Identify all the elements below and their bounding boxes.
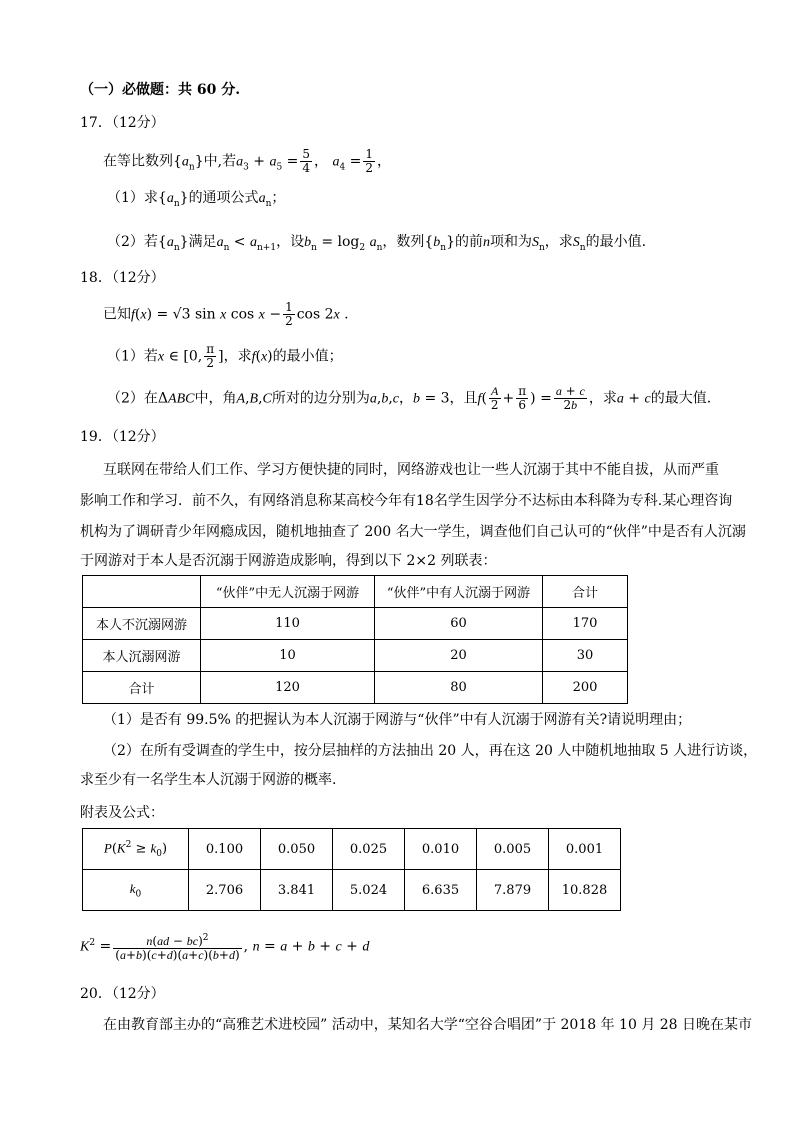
table-cell: 本人沉溺网游 [83, 640, 201, 672]
k-table-p-row [83, 829, 621, 870]
k-table-k-row [83, 870, 621, 911]
k-table-cell: 0.025 [333, 829, 405, 870]
table-cell: 110 [201, 608, 375, 640]
table-cell: 60 [375, 608, 543, 640]
k-table-cell: 6.635 [405, 870, 477, 911]
k-squared-formula: $K^2$ = $\frac{n(ad - bc)^2}{(a+b)(c+d)(a+c)(b+d)}$ , n = a + b + c + d [80, 932, 370, 962]
contingency-table [82, 575, 628, 704]
q17-intro: 在等比数列$\{a_n\}$中,若$a_3 + a_5$ = $\frac{5}{4}$ ， $a_4$ = $\frac{1}{2}$ ， [103, 147, 392, 175]
table-cell: 20 [375, 640, 543, 672]
k-table-k-label: $k_0$ [83, 870, 189, 911]
q19-para-line-4: 于网游对于本人是否沉溺于网游造成影响，得到以下 2×2 列联表： [80, 553, 497, 569]
q19-part2-line-2: 求至少有一名学生本人沉溺于网游的概率. [80, 772, 337, 788]
table-cell: 10 [201, 640, 375, 672]
k-table-cell: 0.001 [549, 829, 621, 870]
k-table-cell: 3.841 [261, 870, 333, 911]
q18-part2: （2）在ΔABC中，角A,B,C所对的边分别为a,b,c，b = 3，且f( $\frac{A}{2}$ + $\frac{\pi}{6}$ ) = $\frac{a + c}{2b}$ ，求a + c的最大值. [107, 384, 712, 412]
k-table-cell: 0.100 [189, 829, 261, 870]
q18-part1: （1）若x ∈ [0, $\frac{\pi}{2}$ ]，求f(x)的最小值； [107, 342, 343, 370]
k-table-p-label: $P(K^2 \ge k_0)$ [83, 829, 189, 870]
appendix-label: 附表及公式： [80, 805, 164, 821]
section-header: （一）必做题：共 60 分. [80, 82, 241, 98]
q19-para-line-2: 影响工作和学习．前不久，有网络消息称某高校今年有18名学生因学分不达标由本科降为专科.某心理咨询 [80, 493, 733, 509]
table-cell: 80 [375, 672, 543, 704]
q19-part2-line-1: （2）在所有受调查的学生中，按分层抽样的方法抽出 20 人，再在这 20 人中随机地抽取 5 人进行访谈， [103, 743, 758, 759]
q19-para-line-1: 互联网在带给人们工作、学习方便快捷的同时，网络游戏也让一些人沉溺于其中不能自拔，从而严重 [103, 462, 719, 478]
q18-intro: 已知f(x) = √3 sin x cos x − $\frac{1}{2}$ cos 2x . [103, 300, 349, 328]
k-table-cell: 10.828 [549, 870, 621, 911]
k-table-cell: 0.005 [477, 829, 549, 870]
table-cell: 本人不沉溺网游 [83, 608, 201, 640]
table-cell: 合计 [543, 576, 628, 608]
q18-number: 18．（12分） [80, 270, 165, 286]
q17-number: 17．（12分） [80, 115, 165, 131]
k-table-cell: 2.706 [189, 870, 261, 911]
table-row [83, 672, 628, 704]
q20-line-1: 在由教育部主办的“高雅艺术进校园” 活动中，某知名大学“空谷合唱团”于 2018 年 10 月 28 日晚在某市 [103, 1017, 753, 1033]
q20-number: 20．（12分） [80, 986, 165, 1002]
q19-para-line-3: 机构为了调研青少年网瘾成因，随机地抽查了 200 名大一学生，调查他们自己认可的“伙伴”中是否有人沉溺 [80, 524, 746, 540]
table-row [83, 640, 628, 672]
table-cell: “伙伴”中有人沉溺于网游 [375, 576, 543, 608]
k-table-cell: 0.010 [405, 829, 477, 870]
q19-number: 19．（12分） [80, 429, 165, 445]
table-cell: “伙伴”中无人沉溺于网游 [201, 576, 375, 608]
k-table [82, 828, 621, 911]
q17-part1: （1）求$\{a_n\}$的通项公式$a_n$； [107, 190, 286, 209]
table-header-row [83, 576, 628, 608]
table-cell: 120 [201, 672, 375, 704]
table-cell: 170 [543, 608, 628, 640]
table-cell: 30 [543, 640, 628, 672]
k-table-cell: 7.879 [477, 870, 549, 911]
table-cell: 200 [543, 672, 628, 704]
table-cell: 合计 [83, 672, 201, 704]
q19-part1: （1）是否有 99.5% 的把握认为本人沉溺于网游与“伙伴”中有人沉溺于网游有关?请说明理由； [103, 712, 692, 728]
k-table-cell: 0.050 [261, 829, 333, 870]
q17-part2: （2）若$\{a_n\}$满足$a_n < a_{n+1}$，设$b_n = \log_2 a_n$，数列$\{b_n\}$的前n项和为$S_n$，求$S_n$的最小值. [107, 234, 647, 253]
k-table-cell: 5.024 [333, 870, 405, 911]
table-cell [83, 576, 201, 608]
table-row [83, 608, 628, 640]
